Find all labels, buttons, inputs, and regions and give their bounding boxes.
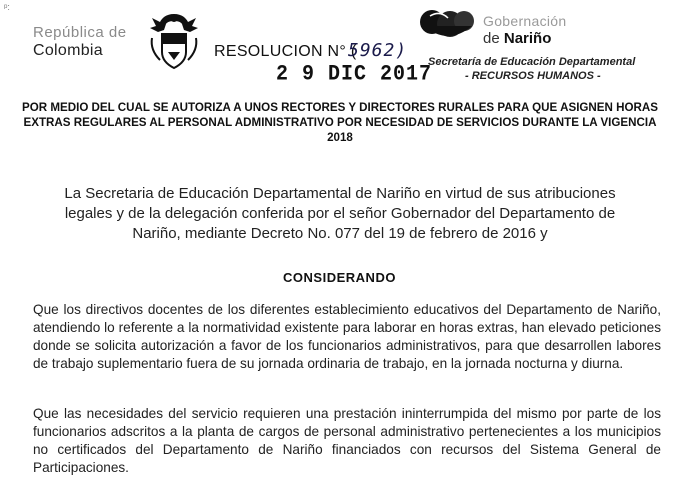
gov-prefix: de (483, 30, 504, 47)
department-label: - RECURSOS HUMANOS - (465, 70, 601, 82)
intro-paragraph: La Secretaria de Educación Departamental de Nariño en virtud de sus atribuciones legales y de la delegación conferida por el señor Gobernador del Departamento de Nariño, mediante Decreto No. 077 del 19 de febrero de 2016 y (64, 185, 616, 242)
corner-mark: ᵖ: (4, 2, 10, 12)
gov-name: Nariño (503, 30, 552, 47)
paragraph-2: Que las necesidades del servicio requieren una prestación ininterrumpida del mismo por parte de los funcionarios adscritos a la planta de cargos de personal administrativo pertenecientes a los municipios no certificados del Departamento de Nariño financiados con recursos del Sistema General de Participaciones. (33, 406, 661, 475)
colombia-coat-of-arms-icon (146, 10, 202, 70)
gov-line-1: Gobernación (483, 13, 567, 29)
resolution-number: 5962) (348, 40, 408, 61)
republic-line-1: República de (33, 24, 127, 41)
document-title: POR MEDIO DEL CUAL SE AUTORIZA A UNOS RECTORES Y DIRECTORES RURALES PARA QUE ASIGNEN HORAS EXTRAS REGULARES AL PERSONAL ADMINISTRATIVO POR NECESIDAD DE SERVICIOS DURANTE LA VIGENCIA 2018 (21, 101, 658, 144)
republic-line-2: Colombia (33, 42, 103, 59)
secretariat-label: Secretaría de Educación Departamental (428, 56, 636, 68)
considering-heading: CONSIDERANDO (283, 270, 396, 285)
paragraph-1: Que los directivos docentes de los diferentes establecimiento educativos del Departamento de Nariño, atendiendo lo referente a la normatividad existente para laborar en horas extras, han elevado peticiones donde se solicita autorización a favor de los funcionarios administrativos, para que desarrollen labores de trabajo suplementario fuera de su jornada ordinaria de trabajo, en la jornada nocturna y diurna. (33, 302, 661, 371)
resolution-label: RESOLUCION N° ( (214, 43, 357, 60)
narino-heart-logo-icon (418, 6, 478, 42)
gov-line-2 (483, 30, 551, 47)
date-stamp: 2 9 DIC 2017 (276, 61, 433, 88)
